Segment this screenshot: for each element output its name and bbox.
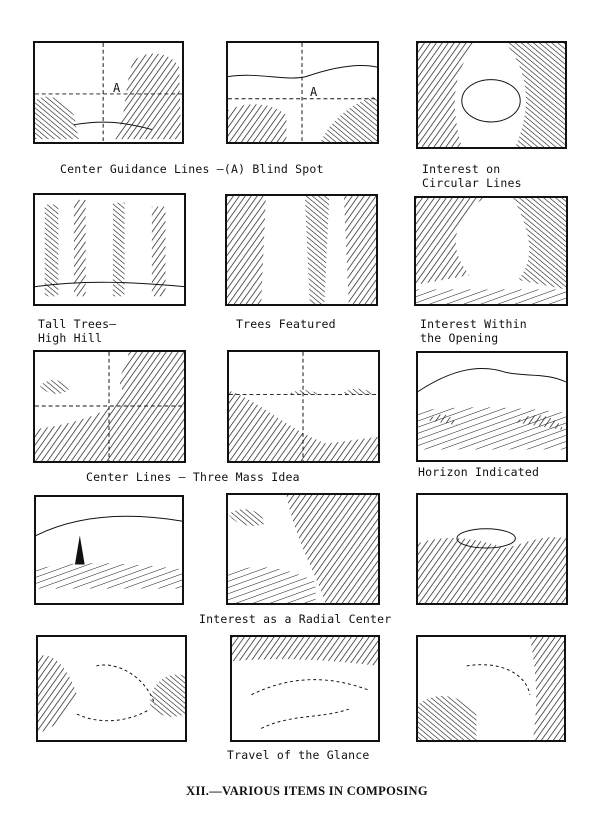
sketch-r4c2	[226, 493, 380, 605]
sketch-r3c2	[227, 350, 380, 463]
caption-row2-center: Trees Featured	[236, 317, 336, 331]
sketch-r2c1	[33, 193, 186, 306]
sketch-r1c3	[416, 41, 567, 149]
caption-row1-center: Center Guidance Lines —(A) Blind Spot	[60, 162, 324, 176]
caption-row2-right: Interest Within the Opening	[420, 317, 527, 345]
sketch-r4c3	[416, 493, 568, 605]
page-title: XII.—VARIOUS ITEMS IN COMPOSING	[186, 784, 428, 798]
caption-row3-right: Horizon Indicated	[418, 465, 540, 479]
blind-spot-label: A	[113, 81, 121, 95]
sketch-r5c2	[230, 635, 380, 742]
blind-spot-label-2: A	[310, 85, 318, 99]
sketch-r2c2	[225, 194, 378, 306]
sketch-r3c3	[416, 351, 568, 462]
sketch-r2c3	[414, 196, 568, 306]
sketch-r5c1	[36, 635, 187, 742]
sketch-r1c2	[226, 41, 379, 144]
caption-row2-left: Tall Trees— High Hill	[38, 317, 117, 345]
caption-row1-right: Interest on Circular Lines	[422, 162, 522, 190]
sketch-r5c3	[416, 635, 566, 742]
sketch-r4c1	[34, 495, 184, 605]
caption-row3-center: Center Lines — Three Mass Idea	[86, 470, 300, 484]
sketch-r3c1	[33, 350, 186, 463]
caption-row4-center: Interest as a Radial Center	[199, 612, 392, 626]
sketch-r1c1	[33, 41, 184, 144]
caption-row5-center: Travel of the Glance	[227, 748, 370, 762]
